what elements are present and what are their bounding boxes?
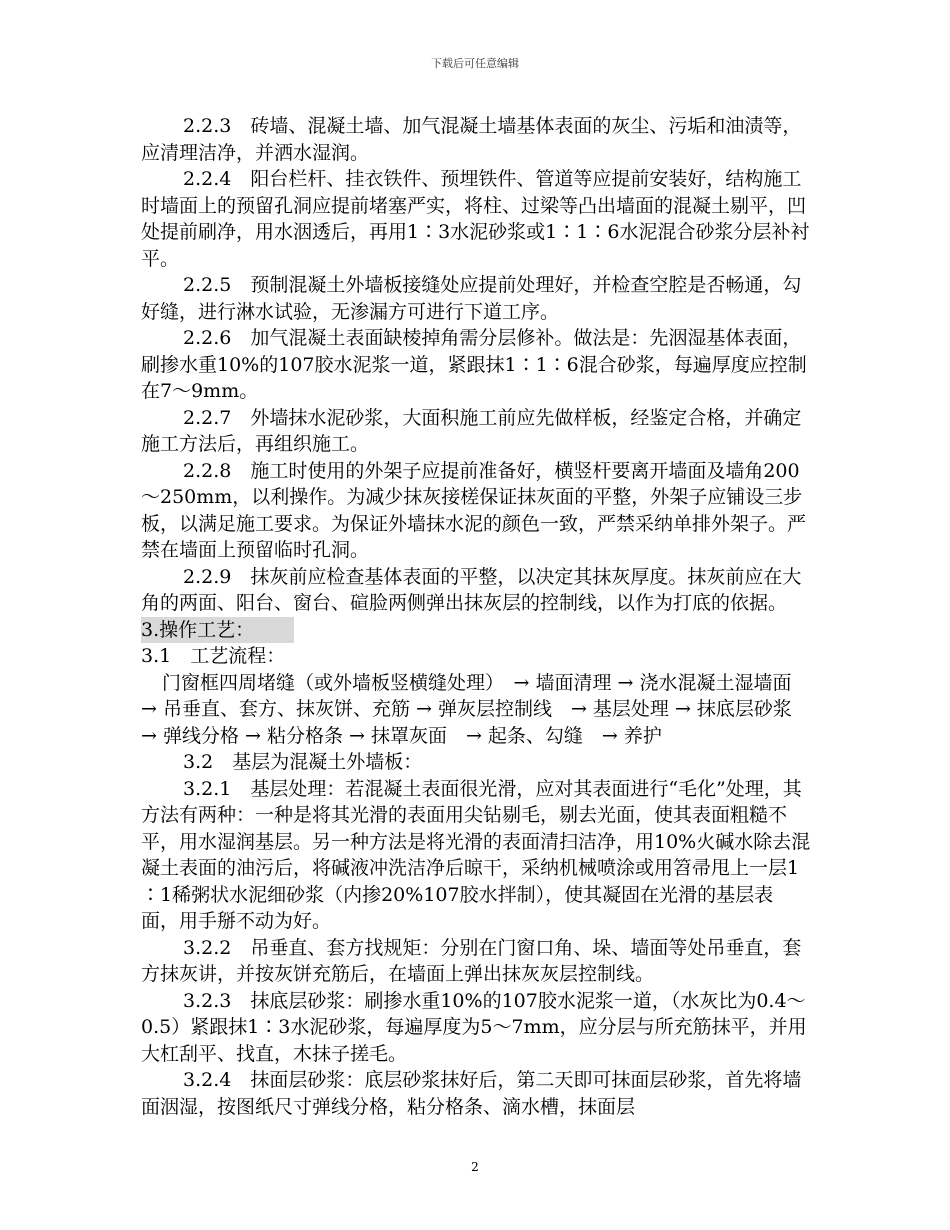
paragraph-3-2-1: 3.2.1 基层处理：若混凝土表面很光滑，应对其表面进行“毛化”处理，其方法有两种：一种是将其光滑的表面用尖钻剔毛，剔去光面，使其表面粗糙不平，用水湿润基层。另一种方法是将光滑的表面清扫洁净，用10%火碱水除去混凝土表面的油污后，将碱液冲洗洁净后晾干，采纳机械喷涂或用笤帚甩上一层1∶1稀粥状水泥细砂浆（内掺20%107胶水拌制），使其凝固在光滑的基层表面，用手掰不动为好。 xyxy=(141,777,811,932)
paragraph-2-2-5: 2.2.5 预制混凝土外墙板接缝处应提前处理好，并检查空腔是否畅通，勾好缝，进行淋水试验，无渗漏方可进行下道工序。 xyxy=(141,274,802,323)
paragraph-2-2-4: 2.2.4 阳台栏杆、挂衣铁件、预埋铁件、管道等应提前安装好，结构施工时墙面上的预留孔洞应提前堵塞严实，将柱、过梁等凸出墙面的混凝土剔平，凹处提前刷净，用水洇透后，再用1∶3水泥砂浆或1∶1∶6水泥混合砂浆分层补衬平。 xyxy=(141,168,810,270)
paragraph-3-1: 3.1 工艺流程： xyxy=(141,645,286,667)
section-heading-3 xyxy=(141,617,811,644)
paragraph-2-2-7: 2.2.7 外墙抹水泥砂浆，大面积施工前应先做样板，经鉴定合格，并确定施工方法后，再组织施工。 xyxy=(141,406,802,455)
paragraph-2-2-9: 2.2.9 抹灰前应检查基体表面的平整，以决定其抹灰厚度。抹灰前应在大角的两面、阳台、窗台、碹脸两侧弹出抹灰层的控制线，以作为打底的依据。 xyxy=(141,565,802,614)
page-number: 2 xyxy=(471,1160,479,1174)
paragraph-2-2-6: 2.2.6 加气混凝土表面缺棱掉角需分层修补。做法是：先洇湿基体表面，刷掺水重10%的107胶水泥浆一道，紧跟抹1∶1∶6混合砂浆，每遍厚度应控制在7～9mm。 xyxy=(141,327,807,402)
paragraph-2-2-8: 2.2.8 施工时使用的外架子应提前准备好，横竖杆要离开墙面及墙角200～250mm，以利操作。为减少抹灰接槎保证抹灰面的平整，外架子应铺设三步板，以满足施工要求。为保证外墙抹水泥的颜色一致，严禁采纳单排外架子。严禁在墙面上预留临时孔洞。 xyxy=(141,459,807,561)
paragraph-3-2: 3.2 基层为混凝土外墙板： xyxy=(183,751,423,773)
page-header: 下载后可任意编辑 xyxy=(431,57,519,70)
process-flow: 门窗框四周堵缝（或外墙板竖横缝处理） → 墙面清理 → 浇水混凝土湿墙面 → 吊垂直、套方、抹灰饼、充筋 → 弹灰层控制线 → 基层处理 → 抹底层砂浆 → 弹线分格 → 粘分格条 → 抹罩灰面 → 起条、勾缝 → 养护 xyxy=(141,671,811,747)
paragraph-2-2-3: 2.2.3 砖墙、混凝土墙、加气混凝土墙基体表面的灰尘、污垢和油渍等，应清理洁净，并洒水湿润。 xyxy=(141,115,802,164)
document-body xyxy=(141,113,811,1120)
paragraph-3-2-2: 3.2.2 吊垂直、套方找规矩：分别在门窗口角、垛、墙面等处吊垂直，套方抹灰讲，并按灰饼充筋后，在墙面上弹出抹灰灰层控制线。 xyxy=(141,936,802,985)
paragraph-3-2-3: 3.2.3 抹底层砂浆：刷掺水重10%的107胶水泥浆一道，（水灰比为0.4～0.5）紧跟抹1∶3水泥砂浆，每遍厚度为5～7mm，应分层与所充筋抹平，并用大杠刮平、找直，木抹子搓毛。 xyxy=(141,989,807,1065)
paragraph-3-2-4: 3.2.4 抹面层砂浆：底层砂浆抹好后，第二天即可抹面层砂浆，首先将墙面洇湿，按图纸尺寸弹线分格，粘分格条、滴水槽，抹面层 xyxy=(141,1069,802,1118)
section-heading-text: 3.操作工艺： xyxy=(141,617,294,644)
